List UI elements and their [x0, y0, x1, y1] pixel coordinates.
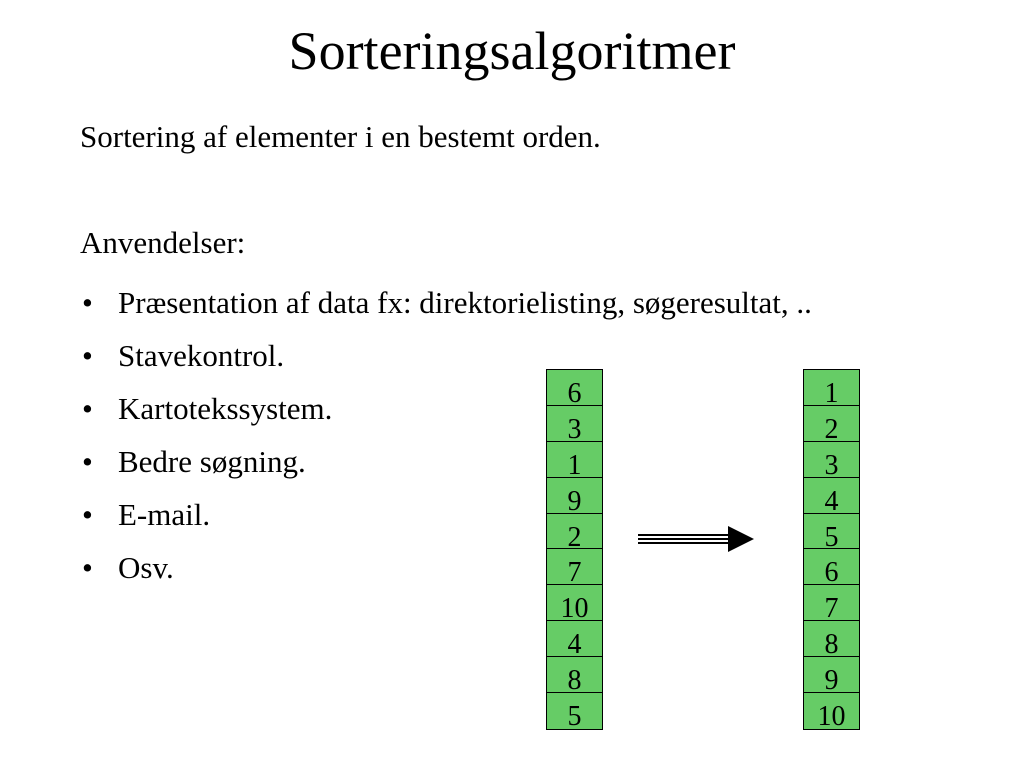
array-cell: 9: [547, 478, 602, 514]
array-cell: 5: [804, 514, 859, 550]
array-cell: 6: [804, 549, 859, 585]
array-cell: 4: [804, 478, 859, 514]
array-cell: 2: [804, 406, 859, 442]
array-cell: 6: [547, 370, 602, 406]
list-item-text: Bedre søgning.: [118, 444, 306, 479]
array-cell: 3: [804, 442, 859, 478]
array-cell: 1: [804, 370, 859, 406]
list-item-text: Osv.: [118, 550, 174, 585]
intro-text: Sortering af elementer i en bestemt orden.: [80, 119, 601, 154]
list-item-text: Kartotekssystem.: [118, 391, 333, 426]
list-item: [80, 329, 812, 382]
array-cell: 2: [547, 514, 602, 550]
bullet-icon: •: [82, 285, 93, 320]
array-cell: 1: [547, 442, 602, 478]
list-item-text: E-mail.: [118, 497, 211, 532]
bullet-icon: •: [82, 444, 93, 479]
uses-heading: Anvendelser:: [80, 225, 246, 260]
array-cell: 10: [547, 585, 602, 621]
array-cell: 8: [547, 657, 602, 693]
list-item: [80, 276, 812, 329]
list-item-text: Præsentation af data fx: direktorielisting, søgeresultat, ..: [118, 285, 812, 320]
array-cell: 7: [547, 549, 602, 585]
unsorted-array: [546, 369, 603, 733]
array-cell: 8: [804, 621, 859, 657]
bullet-icon: •: [82, 338, 93, 373]
array-cell: 5: [567, 701, 582, 733]
list-item: [80, 435, 812, 488]
array-cell: 10: [817, 701, 846, 733]
array-cell: 9: [804, 657, 859, 693]
array-cell: 7: [804, 585, 859, 621]
bullet-icon: •: [82, 391, 93, 426]
double-arrow-right-icon: [636, 524, 756, 554]
list-item-text: Stavekontrol.: [118, 338, 285, 373]
list-item: [80, 382, 812, 435]
slide-title: Sorteringsalgoritmer: [288, 21, 736, 81]
bullet-icon: •: [82, 550, 93, 585]
array-cell: 4: [547, 621, 602, 657]
bullet-icon: •: [82, 497, 93, 532]
sorted-array: [803, 369, 860, 733]
array-cell: 3: [547, 406, 602, 442]
